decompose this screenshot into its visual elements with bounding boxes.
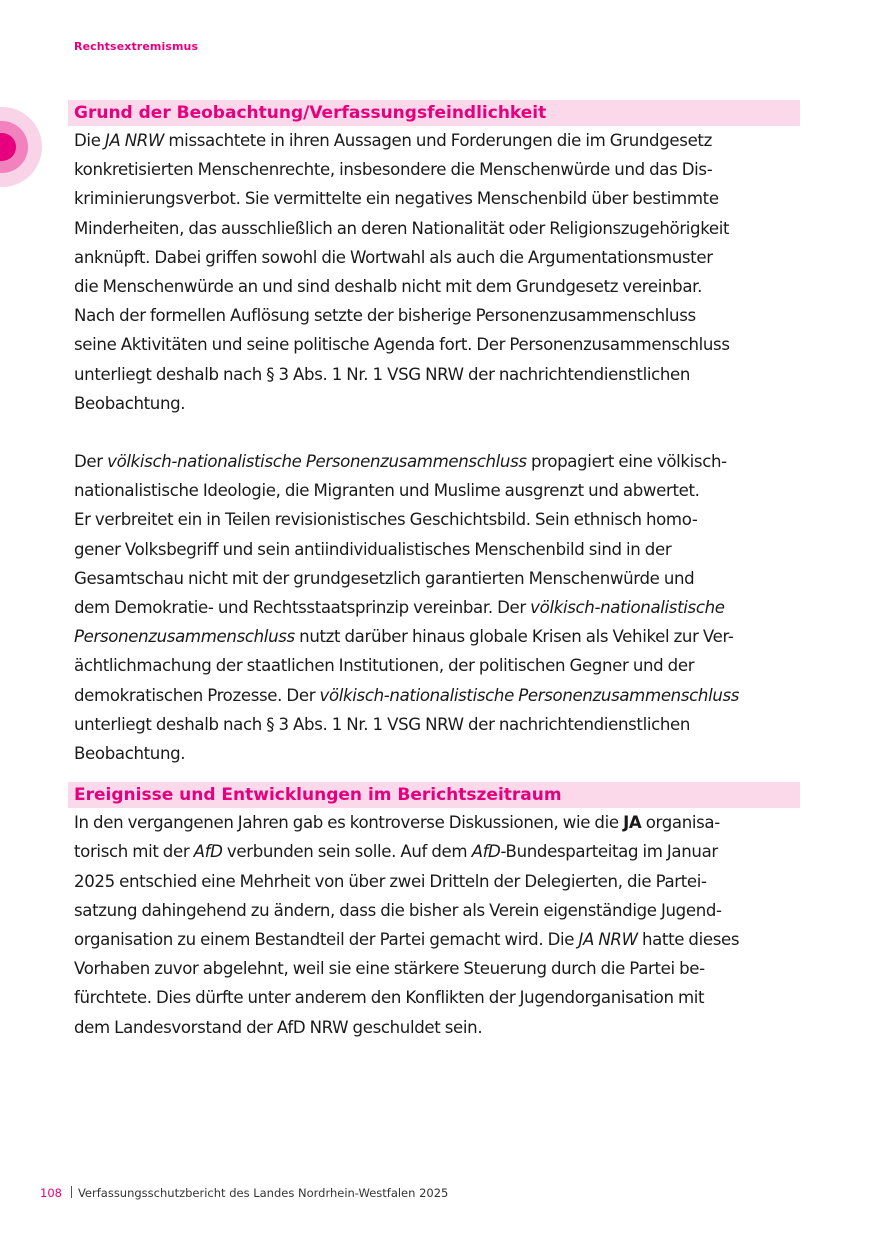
text-line: [74, 272, 800, 301]
text-run: kriminierungsverbot. Sie vermittelte ein negatives Menschenbild über bestimmte: [74, 189, 719, 209]
paragraph: [74, 808, 800, 1042]
page-number: 108: [40, 1186, 62, 1200]
footer-title: Verfassungsschutzbericht des Landes Nordrhein-Westfalen 2025: [77, 1186, 449, 1200]
text-line: [74, 622, 800, 651]
text-line: [74, 535, 800, 564]
text-line: [74, 184, 800, 213]
paragraph: [74, 126, 800, 418]
text-line: [74, 476, 800, 505]
text-run: Beobachtung.: [74, 744, 186, 764]
running-head: Rechtsextremismus: [74, 40, 199, 53]
emphasis-run: JA NRW: [578, 930, 638, 950]
footer-divider: [71, 1186, 72, 1198]
text-run: organisation zu einem Bestandteil der Partei gemacht wird. Die: [74, 930, 579, 950]
text-line: [74, 896, 800, 925]
text-line: [74, 214, 800, 243]
text-line: [74, 155, 800, 184]
text-line: [74, 564, 800, 593]
text-run: Gesamtschau nicht mit der grundgesetzlich garantierten Menschenwürde und: [74, 568, 695, 588]
text-run: In den vergangenen Jahren gab es kontroverse Diskussionen, wie die: [74, 813, 624, 833]
text-run: Minderheiten, das ausschließlich an deren Nationalität oder Religionszugehörigkeit: [74, 218, 730, 238]
text-run: konkretisierten Menschenrechte, insbesondere die Menschenwürde und das Dis-: [74, 160, 713, 180]
text-line: [74, 330, 800, 359]
paragraph: [74, 447, 800, 768]
text-run: propagiert eine völkisch-: [526, 452, 727, 472]
text-run: hatte dieses: [637, 930, 740, 950]
text-run: Die: [74, 131, 105, 150]
emphasis-run: AfD: [193, 842, 223, 862]
text-line: [74, 954, 800, 983]
text-line: [74, 301, 800, 330]
emphasis-run: völkisch-nationalistische Personenzusammenschluss: [319, 685, 740, 705]
main-content: [74, 100, 800, 1042]
text-run: Er verbreitet ein in Teilen revisionistisches Geschichtsbild. Sein ethnisch homo-: [74, 510, 698, 530]
text-run: gener Volksbegriff und sein antiindividualistisches Menschenbild sind in der: [74, 539, 672, 559]
text-line: [74, 710, 800, 739]
emphasis-run: Personenzusammenschluss: [74, 627, 295, 647]
page-footer: [40, 1186, 448, 1200]
text-line: [74, 925, 800, 954]
text-run: verbunden sein solle. Auf dem: [222, 842, 472, 862]
text-line: [74, 505, 800, 534]
text-run: demokratischen Prozesse. Der: [74, 685, 320, 705]
text-line: [74, 1013, 800, 1042]
text-run: organisa-: [641, 813, 720, 833]
text-run: Beobachtung.: [74, 393, 186, 413]
concentric-circles-icon: [0, 107, 42, 187]
emphasis-run: völkisch-nationalistische: [530, 598, 725, 618]
text-run: unterliegt deshalb nach § 3 Abs. 1 Nr. 1 VSG NRW der nachrichtendienstlichen: [74, 364, 691, 384]
text-line: [74, 739, 800, 768]
text-run: Der: [74, 452, 108, 472]
emphasis-run: JA: [623, 813, 642, 833]
text-line: [74, 837, 800, 866]
text-line: [74, 983, 800, 1012]
text-line: [74, 389, 800, 418]
section-heading-ereignisse: Ereignisse und Entwicklungen im Berichtszeitraum: [68, 782, 800, 808]
text-run: dem Landesvorstand der AfD NRW geschuldet sein.: [74, 1017, 483, 1037]
text-line: [74, 808, 800, 837]
text-line: [74, 243, 800, 272]
text-line: [74, 447, 800, 476]
text-run: torisch mit der: [74, 842, 194, 862]
text-run: fürchtete. Dies dürfte unter anderem den Konflikten der Jugendorganisation mit: [74, 988, 705, 1008]
text-run: nationalistische Ideologie, die Migranten und Muslime ausgrenzt und abwertet.: [74, 481, 700, 501]
text-run: die Menschenwürde an und sind deshalb nicht mit dem Grundgesetz vereinbar.: [74, 277, 703, 297]
emphasis-run: JA NRW: [104, 131, 165, 150]
text-run: satzung dahingehend zu ändern, dass die bisher als Verein eigenständige Jugend-: [74, 900, 722, 920]
text-run: missachtete in ihren Aussagen und Forderungen die im Grundgesetz: [164, 131, 712, 150]
text-run: anknüpft. Dabei griffen sowohl die Wortwahl als auch die Argumentationsmuster: [74, 247, 713, 267]
text-line: [74, 651, 800, 680]
text-run: nutzt darüber hinaus globale Krisen als Vehikel zur Ver-: [294, 627, 734, 647]
text-line: [74, 126, 800, 155]
emphasis-run: völkisch-nationalistische Personenzusammenschluss: [107, 452, 527, 472]
emphasis-run: AfD: [471, 842, 501, 862]
text-run: 2025 entschied eine Mehrheit von über zwei Dritteln der Delegierten, die Partei-: [74, 871, 707, 891]
section-heading-grund: Grund der Beobachtung/Verfassungsfeindlichkeit: [68, 100, 800, 126]
text-line: [74, 360, 800, 389]
text-run: seine Aktivitäten und seine politische Agenda fort. Der Personenzusammenschluss: [74, 335, 730, 355]
text-line: [74, 681, 800, 710]
text-run: Vorhaben zuvor abgelehnt, weil sie eine stärkere Steuerung durch die Partei be-: [74, 959, 705, 979]
text-run: dem Demokratie- und Rechtsstaatsprinzip vereinbar. Der: [74, 598, 531, 618]
text-run: Nach der formellen Auflösung setzte der bisherige Personenzusammenschluss: [74, 306, 696, 326]
text-run: unterliegt deshalb nach § 3 Abs. 1 Nr. 1 VSG NRW der nachrichtendienstlichen: [74, 714, 691, 734]
text-run: -Bundesparteitag im Januar: [500, 842, 718, 862]
text-line: [74, 593, 800, 622]
text-line: [74, 867, 800, 896]
text-run: ächtlichmachung der staatlichen Institutionen, der politischen Gegner und der: [74, 656, 695, 676]
